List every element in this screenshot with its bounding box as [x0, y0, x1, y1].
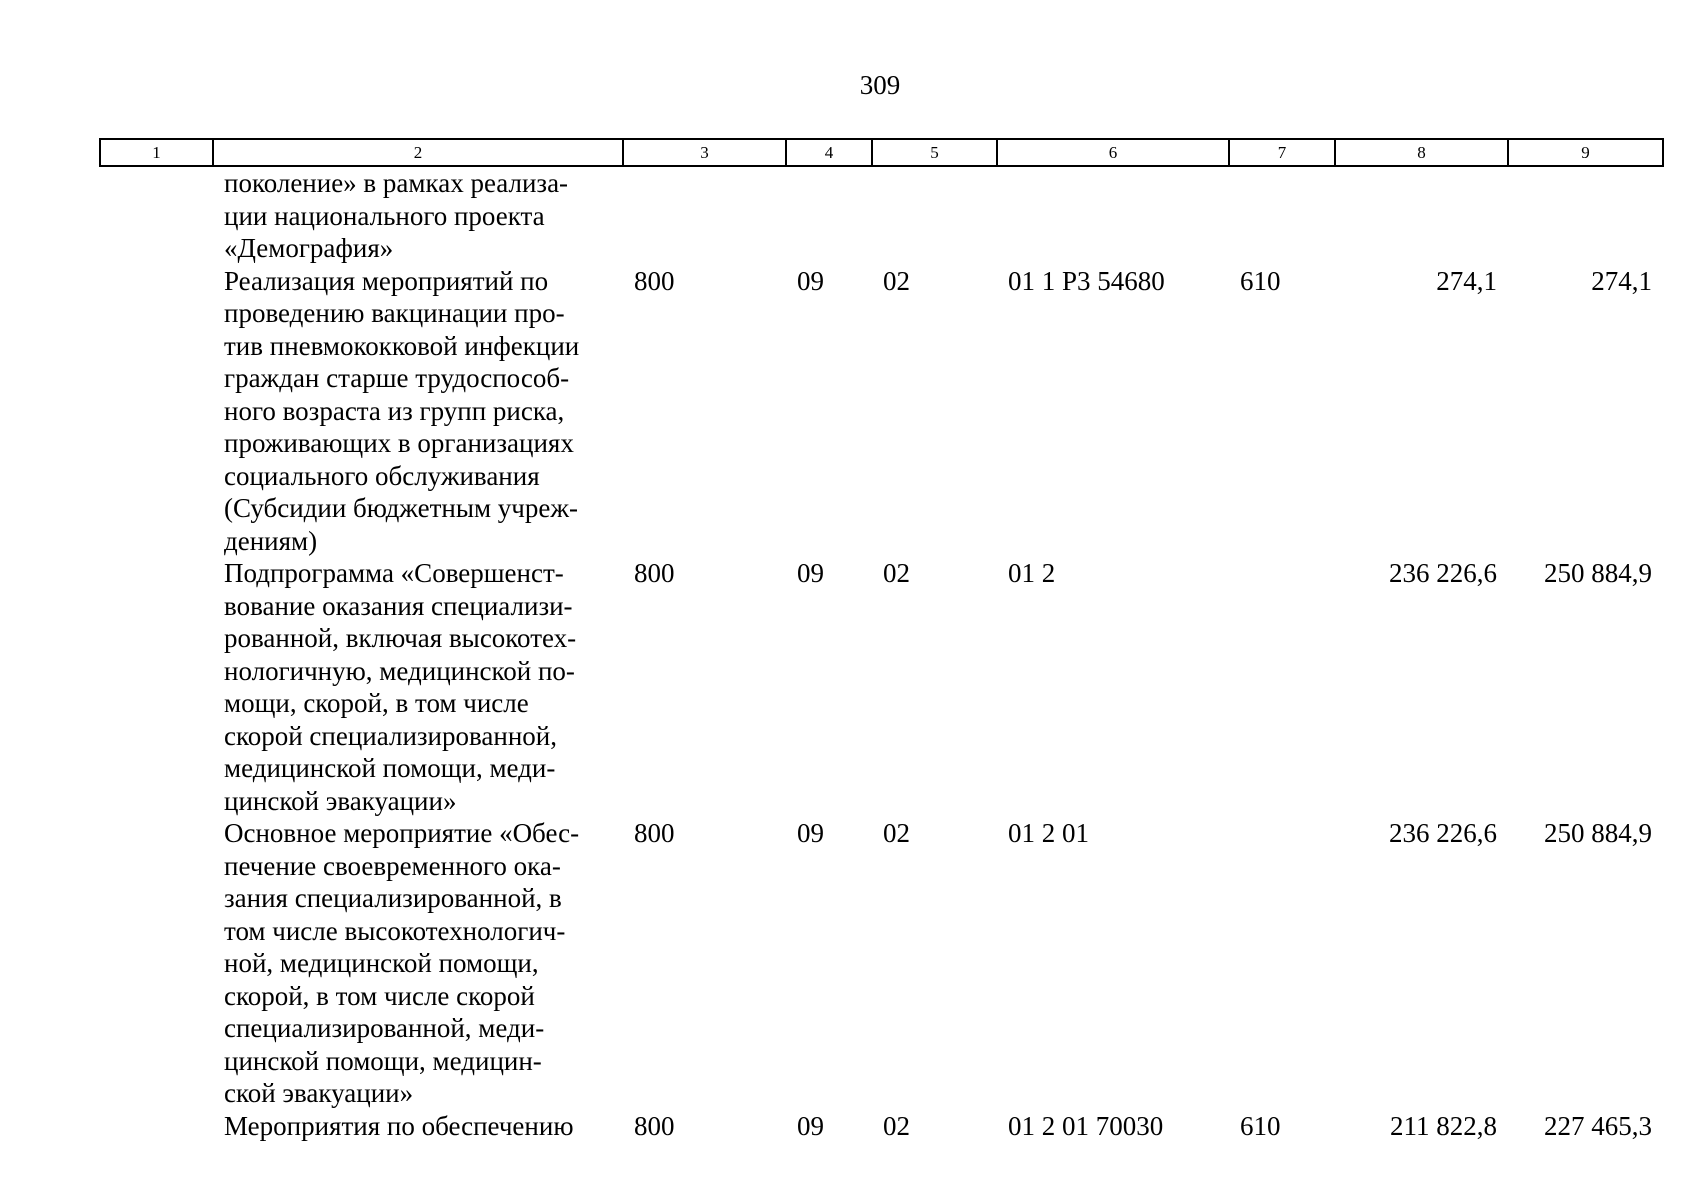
cell-target-article: 01 2 01 70030 [1008, 1110, 1164, 1141]
column-header-8: 8 [1335, 139, 1508, 166]
cell-section-code: 09 [797, 265, 824, 296]
cell-amount-col9: 250 884,9 [1544, 558, 1652, 588]
cell-target-article: 01 2 [1008, 558, 1056, 588]
cell-amount-col8 [1335, 166, 1508, 265]
cell-ministry-code: 800 [634, 265, 675, 296]
cell-expense-type: 610 [1240, 1110, 1281, 1141]
cell-subsection-code: 02 [883, 265, 910, 296]
cell-subsection-code: 02 [883, 558, 910, 588]
table-header [100, 139, 1663, 166]
cell-expense-type [1229, 557, 1335, 817]
budget-table-container [99, 138, 1662, 1142]
cell-description: Подпрограмма «Совершенст- вование оказания специализи- рованной, включая высокотех- нологичную, медицинской по- мощи, скорой, в том числе скорой специализированной, медицинской помощи, меди- цинской эвакуации» [224, 558, 577, 816]
header-row [100, 139, 1663, 166]
cell-subsection-code: 02 [883, 818, 910, 848]
cell-amount-col8: 236 226,6 [1389, 818, 1497, 848]
cell-section-code: 09 [797, 818, 824, 848]
cell-expense-type [1229, 166, 1335, 265]
cell-col1 [100, 265, 213, 558]
column-header-2: 2 [213, 139, 623, 166]
cell-ministry-code: 800 [634, 558, 675, 588]
cell-col1 [100, 817, 213, 1110]
cell-section-code [786, 166, 872, 265]
column-header-3: 3 [623, 139, 786, 166]
column-header-5: 5 [872, 139, 997, 166]
page-number: 309 [859, 70, 901, 100]
cell-description: Основное мероприятие «Обес- печение своевременного ока- зания специализированной, в том числе высокотехнологич- ной, медицинской помощи, скорой, в том числе скорой специализированной, меди- цинской помощи, медицин- ской эвакуации» [224, 818, 580, 1108]
cell-col1 [100, 166, 213, 265]
cell-col1 [100, 557, 213, 817]
cell-ministry-code: 800 [634, 1110, 675, 1141]
table-row [100, 265, 1663, 558]
cell-amount-col8: 236 226,6 [1389, 558, 1497, 588]
cell-amount-col8: 211 822,8 [1390, 1110, 1497, 1141]
cell-ministry-code: 800 [634, 818, 675, 848]
cell-description: Мероприятия по обеспечению [224, 1110, 574, 1141]
cell-ministry-code [623, 166, 786, 265]
column-header-6: 6 [997, 139, 1229, 166]
cell-section-code: 09 [797, 558, 824, 588]
cell-target-article [997, 166, 1229, 265]
cell-expense-type: 610 [1240, 265, 1281, 296]
column-header-4: 4 [786, 139, 872, 166]
cell-expense-type [1229, 817, 1335, 1110]
table-row [100, 166, 1663, 265]
table-row [100, 1110, 1663, 1143]
cell-description: поколение» в рамках реализа- ции национального проекта «Демография» [224, 168, 569, 263]
table-row [100, 557, 1663, 817]
budget-table [99, 138, 1664, 1142]
cell-amount-col9: 250 884,9 [1544, 818, 1652, 848]
column-header-1: 1 [100, 139, 213, 166]
cell-description: Реализация мероприятий по проведению вакцинации про- тив пневмококковой инфекции граждан старше трудоспособ- ного возраста из групп риска, проживающих в организациях социального обслуживания (Субсидии бюджетным учреж- дениям) [224, 265, 580, 556]
cell-section-code: 09 [797, 1110, 824, 1141]
cell-amount-col9: 227 465,3 [1544, 1110, 1652, 1141]
cell-amount-col9: 274,1 [1591, 265, 1652, 296]
cell-subsection-code: 02 [883, 1110, 910, 1141]
cell-amount-col9 [1508, 166, 1663, 265]
cell-target-article: 01 2 01 [1008, 818, 1089, 848]
cell-col1 [100, 1110, 213, 1143]
cell-subsection-code [872, 166, 997, 265]
cell-target-article: 01 1 P3 54680 [1008, 265, 1165, 296]
column-header-7: 7 [1229, 139, 1335, 166]
table-body [100, 166, 1663, 1142]
table-row [100, 817, 1663, 1110]
column-header-9: 9 [1508, 139, 1663, 166]
cell-amount-col8: 274,1 [1436, 265, 1497, 296]
